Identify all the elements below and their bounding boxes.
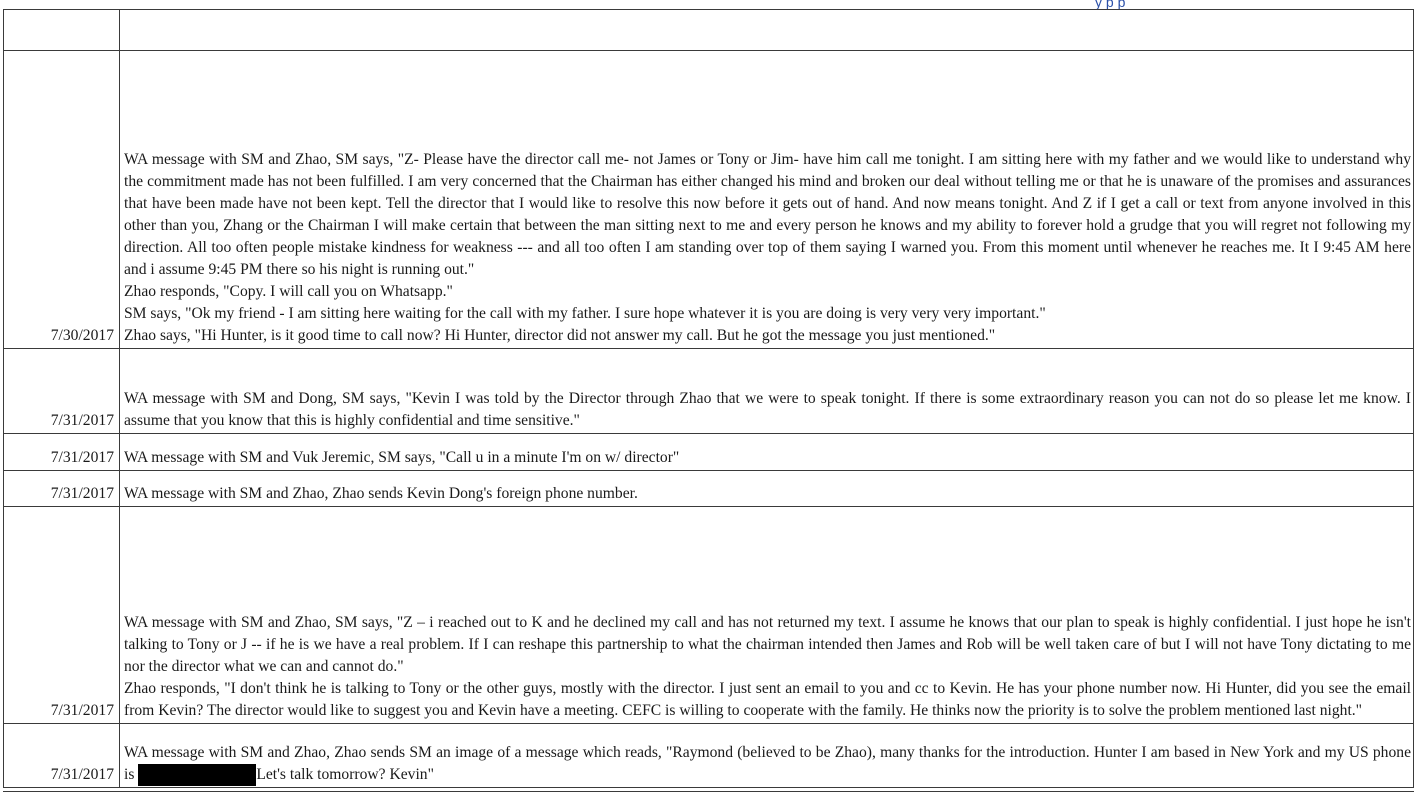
date-cell: 7/31/2017 [4,349,120,434]
message-text [124,742,1411,786]
message-cell [120,724,1414,788]
message-text: Zhao responds, "I don't think he is talking to Tony or the other guys, mostly with the director. I just sent an email to you and cc to Kevin. He has your phone number now. Hi Hunter, did you see the email from Kevin? The director would like to suggest you and Kevin have a meeting. CEFC is willing to cooperate with the family. He thinks now the priority is to solve the problem mentioned last night." [124,680,1411,719]
message-cell [120,507,1414,724]
table-row [4,434,1414,471]
message-cell [120,349,1414,434]
message-text: WA message with SM and Zhao, SM says, "Z – i reached out to K and he declined my call and has not returned my text. I assume he knows that our plan to speak is highly confidential. I just hope he isn't talking to Tony or J -- if he is we have a real problem. If I can reshape this partnership to what the chairman intended then James and Rob will be well taken care of but I will not have Tony dictating to me nor the director what we can and cannot do." [124,614,1411,675]
date-cell: 7/31/2017 [4,434,120,471]
message-text: Zhao says, "Hi Hunter, is it good time to call now? Hi Hunter, director did not answer my call. But he got the message you just mentioned." [124,327,996,344]
message-log-table [3,9,1414,788]
redaction-box [138,764,256,786]
message-text: Zhao responds, "Copy. I will call you on Whatsapp." [124,283,453,300]
table-row [4,349,1414,434]
message-text-after-redaction: Let's talk tomorrow? Kevin" [256,766,434,783]
message-text-before-redaction: WA message with SM and Zhao, Zhao sends SM an image of a message which reads, "Raymond (believed to be Zhao), many thanks for the introduction. Hunter I am based in New York and my US phone is [124,744,1411,783]
message-cell [120,434,1414,471]
table-row [4,51,1414,349]
table-bottom-divider [3,791,1414,792]
message-text: WA message with SM and Vuk Jeremic, SM says, "Call u in a minute I'm on w/ director" [124,449,680,466]
date-cell [4,10,120,51]
date-cell: 7/31/2017 [4,471,120,507]
message-cell [120,51,1414,349]
date-cell: 7/30/2017 [4,51,120,349]
table-row [4,724,1414,788]
message-text: WA message with SM and Zhao, Zhao sends Kevin Dong's foreign phone number. [124,485,638,502]
date-cell: 7/31/2017 [4,724,120,788]
table-row-empty [4,10,1414,51]
header-text-fragment: y p p [1095,0,1126,10]
date-cell: 7/31/2017 [4,507,120,724]
table-row [4,507,1414,724]
table-row [4,471,1414,507]
message-text: WA message with SM and Dong, SM says, "Kevin I was told by the Director through Zhao that we were to speak tonight. If there is some extraordinary reason you can not do so please let me know. I assume that you know that this is highly confidential and time sensitive." [124,390,1411,429]
message-text: WA message with SM and Zhao, SM says, "Z- Please have the director call me- not James or Tony or Jim- have him call me tonight. I am sitting here with my father and we would like to understand why the commitment made has not been fulfilled. I am very concerned that the Chairman has either changed his mind and broken our deal without telling me or that he is unaware of the promises and assurances that have been made have not been kept. Tell the director that I would like to resolve this now before it gets out of hand. And now means tonight. And Z if I get a call or text from anyone involved in this other than you, Zhang or the Chairman I will make certain that between the man sitting next to me and every person he knows and my ability to forever hold a grudge that you will regret not following my direction. All too often people mistake kindness for weakness --- and all too often I am standing over top of them saying I warned you. From this moment until whenever he reaches me. It I 9:45 AM here and i assume 9:45 PM there so his night is running out." [124,151,1411,278]
message-cell [120,471,1414,507]
message-text: SM says, "Ok my friend - I am sitting here waiting for the call with my father. I sure hope whatever it is you are doing is very very very important." [124,305,1046,322]
message-cell [120,10,1414,51]
